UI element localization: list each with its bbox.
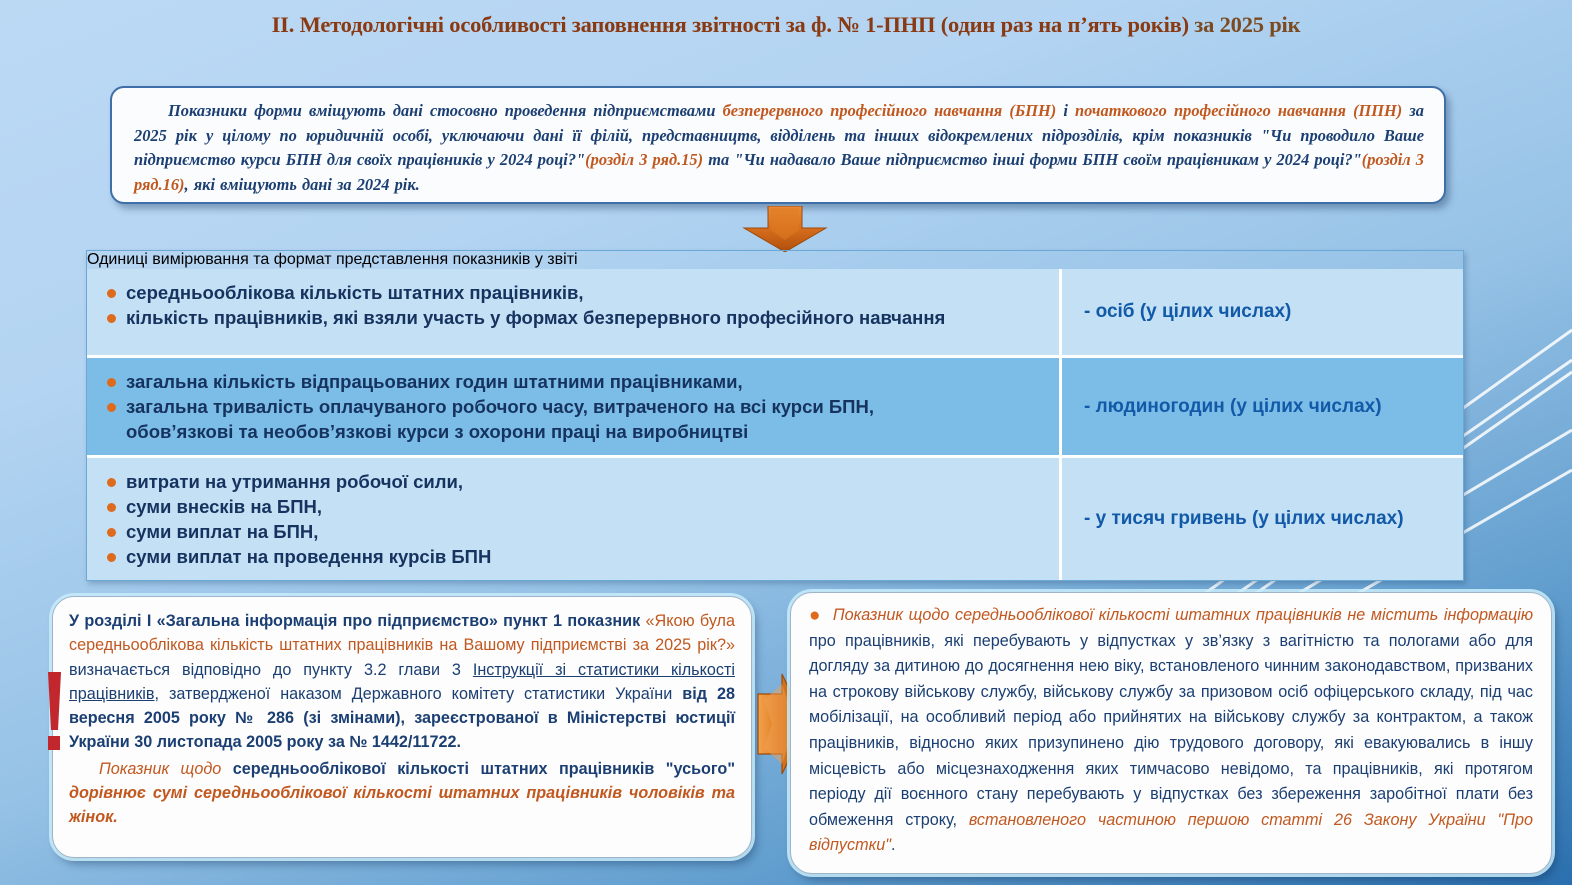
intro-seg-9: , які вміщують дані за 2024 рік. — [184, 174, 420, 194]
table-row-unit — [1062, 458, 1463, 580]
down-arrow-icon — [741, 206, 829, 252]
list-item: суми виплат на проведення курсів БПН — [105, 544, 1045, 569]
right-note-seg-1: Показник щодо середньооблікової кількості штатних працівників не містить інформацію — [832, 606, 1533, 624]
table-row — [87, 269, 1463, 358]
right-note-box — [790, 592, 1552, 874]
list-item: кількість працівників, які взяли участь у формах безперервного професійного навчання — [105, 305, 1045, 330]
list-item: середньооблікова кількість штатних працівників, — [105, 280, 1045, 305]
left-note-seg-5: , затвердженої наказом Державного комітету статистики України — [154, 684, 683, 703]
intro-seg-2: безперервного професійного навчання (БПН) — [722, 101, 1057, 120]
table-row-indicators — [87, 269, 1062, 355]
list-item: витрати на утримання робочої сили, — [105, 469, 1045, 494]
left-note-seg-4: Інструкції зі статистики кількості працівників — [69, 660, 735, 703]
left-note-paragraph-2 — [69, 757, 735, 830]
unit-label: - людиногодин (у цілих числах) — [1084, 395, 1382, 417]
intro-seg-4: початкового професійного навчання (ППН) — [1075, 101, 1403, 120]
unit-label: - у тисяч гривень (у цілих числах) — [1084, 508, 1404, 529]
intro-seg-3: і — [1056, 101, 1076, 120]
left-note-seg-8: середньооблікової кількості штатних працівників "усього" — [221, 759, 735, 778]
table-row-unit — [1062, 269, 1463, 355]
list-item: суми виплат на БПН, — [105, 519, 1045, 544]
right-note-seg-2: про працівників, які перебувають у відпустках у зв’язку з вагітністю та пологами або для догляду за дитиною до досягнення нею віку, встановленого чинним законодавством, призваних на строкову військову службу, військову службу за призовом осіб офіцерського складу, під час мобілізації, на особливий період або прийнятих на військову службу за контрактом, а також працівників, відносно яких призупинено дію трудового договору, які евакуювались в іншу місцевість або місцезнаходження яких тимчасово невідомо, та працівників, які протягом періоду дії воєнного стану перебувають у відпустках без збереження заробітної плати без обмеження строку, — [809, 631, 1533, 829]
intro-seg-1: Показники форми вміщують дані стосовно проведення підприємствами — [168, 101, 723, 120]
intro-seg-8: (розділ 3 ряд.16) — [134, 150, 1425, 194]
page-title-main: II. Методологічні особливості заповнення звітності за ф. № 1-ПНП (один раз на п’ять років) — [271, 12, 1189, 37]
table-row — [87, 358, 1463, 458]
table-row-unit — [1062, 358, 1463, 455]
left-note-seg-3: визначається відповідно до пункту 3.2 глави 3 — [69, 660, 473, 679]
list-item: загальна тривалість оплачуваного робочого часу, витраченого на всі курси БПН, — [105, 394, 1045, 419]
intro-seg-7: та "Чи надавало Ваше підприємство інші форми БПН своїм працівникам у 2024 році?" — [703, 150, 1362, 169]
table-row — [87, 458, 1463, 580]
left-note-seg-6: від 28 вересня 2005 року № 286 (зі змінами), зареєстрованої в Міністерстві юстиції України 30 листопада 2005 року за № 1442/11722. — [69, 684, 735, 752]
unit-label: - осіб (у цілих числах) — [1084, 301, 1292, 322]
intro-seg-6: (розділ 3 ряд.15) — [585, 150, 704, 169]
page-title — [0, 10, 1572, 40]
list-item-continuation: обов’язкові та необов’язкові курси з охорони праці на виробництві — [126, 421, 749, 442]
left-note-seg-9: дорівнює сумі середньооблікової кількості штатних працівників чоловіків та жінок. — [69, 784, 735, 827]
left-note-seg-1: У розділі I «Загальна інформація про підприємство» пункт 1 показник — [69, 612, 646, 630]
exclamation-mark-icon — [44, 672, 66, 754]
list-item: загальна кількість відпрацьованих годин штатними працівниками, — [105, 369, 1045, 394]
intro-paragraph — [134, 99, 1424, 197]
right-note-paragraph — [809, 603, 1533, 859]
right-note-seg-4: . — [890, 836, 896, 855]
intro-callout-box — [110, 86, 1446, 204]
left-note-box — [52, 596, 752, 858]
page-title-year: за 2025 рік — [1188, 12, 1301, 37]
list-item: суми внесків на БПН, — [105, 494, 1045, 519]
table-row-indicators — [87, 458, 1062, 580]
right-note-seg-3: встановленого частиною першою статті 26 Закону України "Про відпустки" — [809, 810, 1533, 855]
intro-seg-5: за 2025 рік у цілому по юридичній особі, уключаючи дані її філій, представництв, відділень та інших відокремлених підрозділів, крім показників "Чи проводило Ваше підприємство курси БПН для своїх працівників у 2024 році?" — [134, 101, 1424, 169]
left-note-seg-2: «Якою була середньооблікова кількість штатних працівників на Вашому підприємстві за 2025 рік?» — [69, 612, 736, 655]
left-note-paragraph-1 — [69, 609, 735, 755]
left-note-seg-7: Показник щодо — [99, 759, 222, 778]
units-table-header: Одиниці вимірювання та формат представлення показників у звіті — [87, 251, 578, 268]
bullet-dot-icon: ● — [809, 605, 822, 626]
table-row-indicators — [87, 358, 1062, 455]
units-table — [86, 250, 1464, 581]
